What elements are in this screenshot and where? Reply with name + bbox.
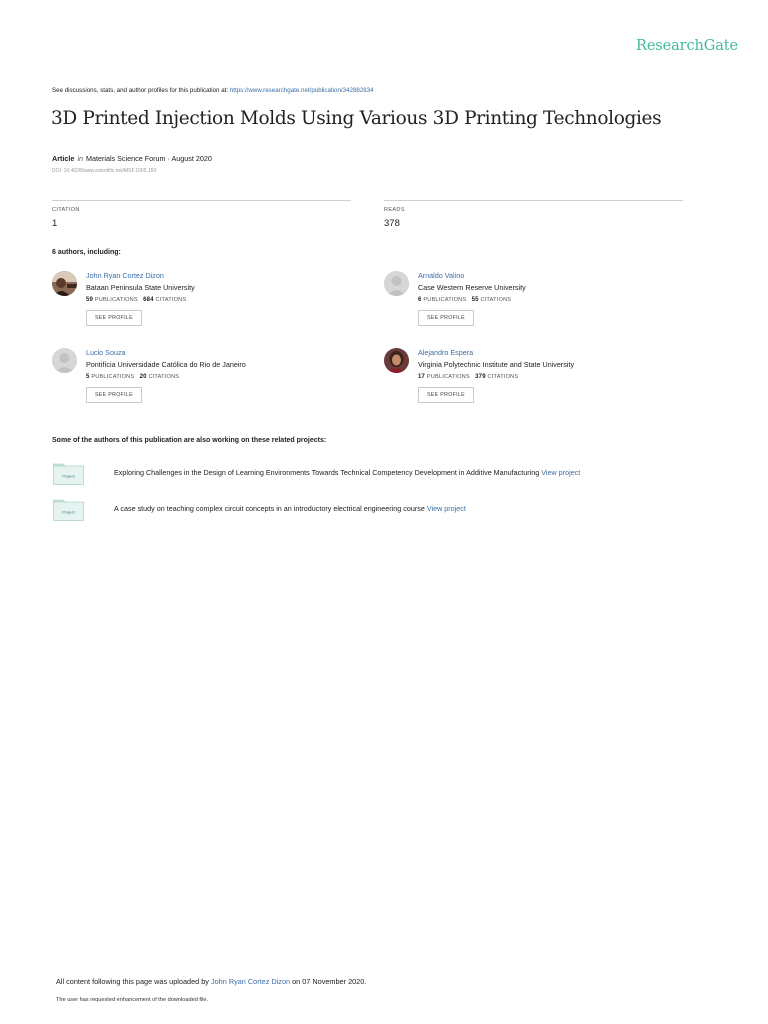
avatar[interactable] xyxy=(52,271,77,296)
author-card xyxy=(52,271,352,333)
author-stats xyxy=(86,297,186,303)
author-institution: Pontifícia Universidade Católica do Rio de Janeiro xyxy=(86,360,246,369)
publications-label: PUBLICATIONS xyxy=(423,297,467,303)
publication-type: Article xyxy=(52,154,75,163)
citations-count: 379 xyxy=(475,374,486,380)
publications-count: 17 xyxy=(418,374,426,380)
author-name[interactable]: Lucio Souza xyxy=(86,348,126,357)
see-profile-button[interactable]: SEE PROFILE xyxy=(86,387,142,403)
author-institution: Bataan Peninsula State University xyxy=(86,283,195,292)
folder-label: Project xyxy=(62,509,75,515)
citations-count: 684 xyxy=(143,297,154,303)
discussion-text: See discussions, stats, and author profiles for this publication at: xyxy=(52,87,230,94)
project-text xyxy=(114,504,466,513)
avatar[interactable] xyxy=(384,348,409,373)
author-name[interactable]: Alejandro Espera xyxy=(418,348,474,357)
user-placeholder-icon xyxy=(52,348,77,373)
in-label: in xyxy=(77,154,83,163)
author-card xyxy=(384,271,684,333)
author-card xyxy=(384,348,684,410)
upload-suffix: on 07 November 2020. xyxy=(290,977,367,986)
author-stats xyxy=(418,297,511,303)
researchgate-logo[interactable]: ResearchGate xyxy=(636,38,738,54)
citation-label: CITATION xyxy=(52,207,80,213)
citations-label: CITATIONS xyxy=(155,297,187,303)
publications-label: PUBLICATIONS xyxy=(426,374,470,380)
citations-label: CITATIONS xyxy=(148,374,180,380)
project-text xyxy=(114,468,580,477)
project-item xyxy=(53,499,733,523)
reads-value: 378 xyxy=(384,218,400,229)
citation-value: 1 xyxy=(52,218,58,229)
project-folder-icon xyxy=(53,463,84,485)
related-projects-heading: Some of the authors of this publication are also working on these related projects: xyxy=(52,437,327,444)
project-title: A case study on teaching complex circuit concepts in an introductory electrical engineering course xyxy=(114,504,427,513)
citations-count: 20 xyxy=(139,374,147,380)
venue-date: Materials Science Forum · August 2020 xyxy=(85,154,212,163)
view-project-link[interactable]: View project xyxy=(426,504,466,513)
citation-divider xyxy=(52,200,351,201)
citations-label: CITATIONS xyxy=(480,297,512,303)
upload-note xyxy=(56,977,366,986)
see-profile-button[interactable]: SEE PROFILE xyxy=(418,387,474,403)
see-profile-button[interactable]: SEE PROFILE xyxy=(418,310,474,326)
author-card xyxy=(52,348,352,410)
author-stats xyxy=(86,374,179,380)
author-name[interactable]: John Ryan Cortez Dizon xyxy=(86,271,164,280)
publications-count: 59 xyxy=(86,297,94,303)
publications-count: 5 xyxy=(86,374,90,380)
folder-label: Project xyxy=(62,473,75,479)
avatar[interactable] xyxy=(384,271,409,296)
author-photo-icon xyxy=(384,348,409,373)
view-project-link[interactable]: View project xyxy=(541,468,581,477)
publications-count: 6 xyxy=(418,297,422,303)
authors-heading: 6 authors, including: xyxy=(52,249,121,256)
author-institution: Virginia Polytechnic Institute and State University xyxy=(418,360,575,369)
citations-count: 55 xyxy=(471,297,479,303)
enhancement-note: The user has requested enhancement of the downloaded file. xyxy=(56,997,209,1003)
author-name[interactable]: Arnaldo Valino xyxy=(418,271,465,280)
reads-label: READS xyxy=(384,207,405,213)
publication-meta xyxy=(52,154,212,163)
see-profile-button[interactable]: SEE PROFILE xyxy=(86,310,142,326)
citations-label: CITATIONS xyxy=(487,374,519,380)
author-institution: Case Western Reserve University xyxy=(418,283,526,292)
publication-link[interactable]: https://www.researchgate.net/publication/342882834 xyxy=(229,87,374,94)
discussion-line xyxy=(52,87,374,94)
user-placeholder-icon xyxy=(384,271,409,296)
author-photo-icon xyxy=(52,271,77,296)
project-item xyxy=(53,463,733,487)
avatar[interactable] xyxy=(52,348,77,373)
publications-label: PUBLICATIONS xyxy=(91,374,135,380)
project-folder-icon xyxy=(53,499,84,521)
uploader-link[interactable]: John Ryan Cortez Dizon xyxy=(210,977,291,986)
publication-title: 3D Printed Injection Molds Using Various 3D Printing Technologies xyxy=(51,108,662,129)
author-stats xyxy=(418,374,518,380)
project-title: Exploring Challenges in the Design of Learning Environments Towards Technical Competency Development in Additive Manufacturing xyxy=(114,468,542,477)
publications-label: PUBLICATIONS xyxy=(94,297,138,303)
doi: DOI: 10.4028/www.scientific.net/MSF.1005.150 xyxy=(52,168,157,174)
upload-prefix: All content following this page was uploaded by xyxy=(56,977,211,986)
reads-divider xyxy=(384,200,683,201)
